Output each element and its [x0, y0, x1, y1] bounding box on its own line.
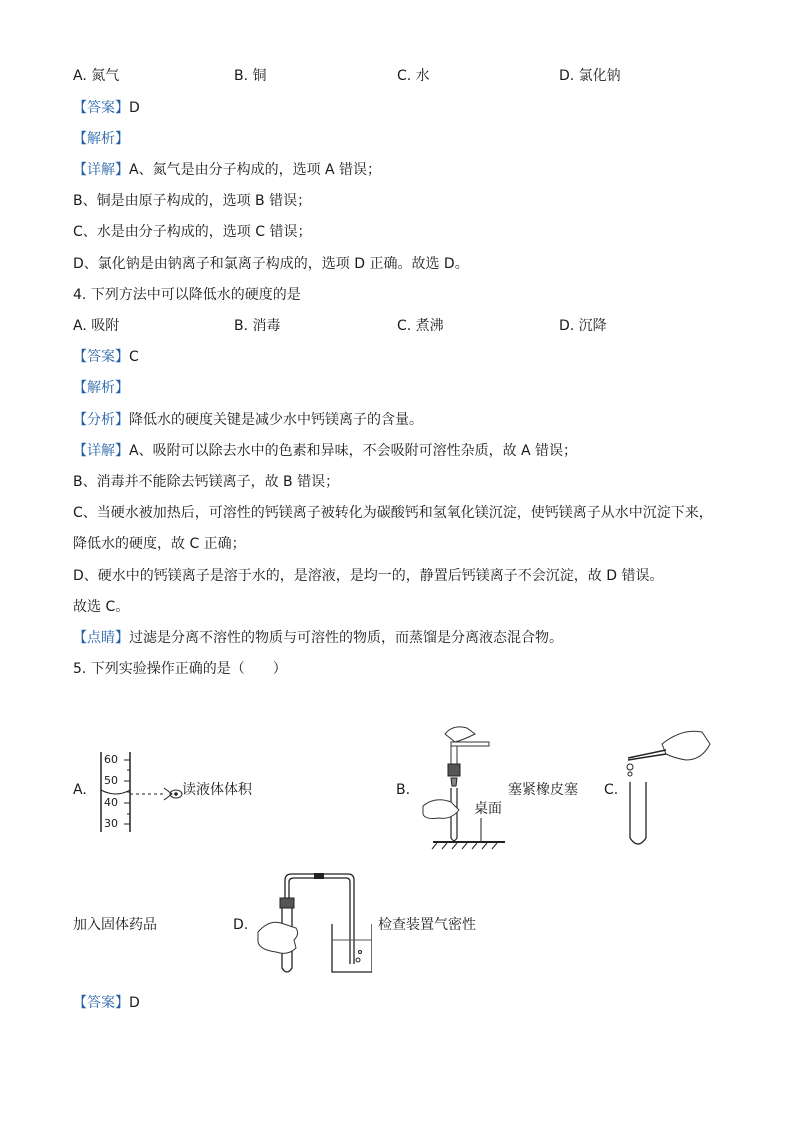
option-d: D. 沉降: [559, 318, 607, 334]
analysis-tag: 【解析】: [73, 131, 129, 147]
option-c: C. 水: [397, 68, 430, 84]
tick-label: 40: [104, 796, 118, 809]
option-b: B. 铜: [234, 68, 267, 84]
detail-line: C、水是由分子构成的，选项 C 错误；: [73, 224, 312, 240]
detail-line: B、消毒并不能除去钙镁离子，故 B 错误；: [73, 474, 340, 490]
fig-c-caption: 加入固体药品: [73, 917, 157, 933]
fig-a-caption: 读液体体积: [182, 782, 252, 798]
detail-text: A、吸附可以除去水中的色素和异味，不会吸附可溶性杂质，故 A 错误；: [129, 443, 578, 459]
tick-label: 50: [104, 774, 118, 787]
answer-value: D: [129, 100, 140, 116]
answer-tag: 【答案】: [73, 349, 129, 365]
fig-d-caption: 检查装置气密性: [378, 917, 476, 933]
tick-label: 60: [104, 753, 118, 766]
detail-text: A、氮气是由分子构成的，选项 A 错误；: [129, 162, 382, 178]
fig-b-letter: B.: [396, 782, 411, 798]
answer-tag: 【答案】: [73, 995, 129, 1011]
option-d: D. 氯化钠: [559, 68, 621, 84]
answer-line: [73, 348, 139, 366]
solid-addition-figure: [622, 726, 714, 850]
detail-line: 降低水的硬度，故 C 正确；: [73, 536, 246, 552]
fig-c-letter: C.: [604, 782, 619, 798]
airtightness-check-figure: [250, 868, 372, 978]
detail-line: D、氯化钠是由钠离子和氯离子构成的，选项 D 正确。故选 D。: [73, 256, 469, 272]
dianjing-tag: 【点睛】: [73, 630, 129, 646]
detail-line: [73, 161, 381, 179]
answer-line: [73, 99, 140, 117]
question-4: 4. 下列方法中可以降低水的硬度的是: [73, 287, 301, 303]
fenxi-tag: 【分析】: [73, 412, 129, 428]
detail-line: B、铜是由原子构成的，选项 B 错误；: [73, 193, 312, 209]
question-5: 5. 下列实验操作正确的是（ ）: [73, 661, 287, 677]
detail-tag: 【详解】: [73, 162, 129, 178]
detail-line: 故选 C。: [73, 599, 130, 615]
stopper-on-desk-figure: [415, 722, 507, 854]
answer-value: C: [129, 349, 139, 365]
option-a: A. 氮气: [73, 68, 120, 84]
dianjing-line: [73, 629, 563, 647]
detail-line: C、当硬水被加热后，可溶性的钙镁离子被转化为碳酸钙和氢氧化镁沉淀，使钙镁离子从水中沉淀下来，: [73, 505, 713, 521]
option-b: B. 消毒: [234, 318, 281, 334]
analysis-tag: 【解析】: [73, 380, 129, 396]
fenxi-line: [73, 411, 423, 429]
answer-value: D: [129, 995, 140, 1011]
answer-line: [73, 994, 140, 1012]
option-c: C. 煮沸: [397, 318, 444, 334]
fenxi-text: 降低水的硬度关键是减少水中钙镁离子的含量。: [129, 412, 423, 428]
detail-line: [73, 442, 577, 460]
tick-label: 30: [104, 817, 118, 830]
fig-a-letter: A.: [73, 782, 87, 798]
fig-b-caption: 塞紧橡皮塞: [508, 782, 578, 798]
detail-line: D、硬水中的钙镁离子是溶于水的，是溶液，是均一的，静置后钙镁离子不会沉淀，故 D 错误。: [73, 568, 664, 584]
answer-tag: 【答案】: [73, 100, 129, 116]
desk-label: 桌面: [474, 801, 502, 817]
option-a: A. 吸附: [73, 318, 120, 334]
dianjing-text: 过滤是分离不溶性的物质与可溶性的物质，而蒸馏是分离液态混合物。: [129, 630, 563, 646]
detail-tag: 【详解】: [73, 443, 129, 459]
fig-d-letter: D.: [233, 917, 249, 933]
